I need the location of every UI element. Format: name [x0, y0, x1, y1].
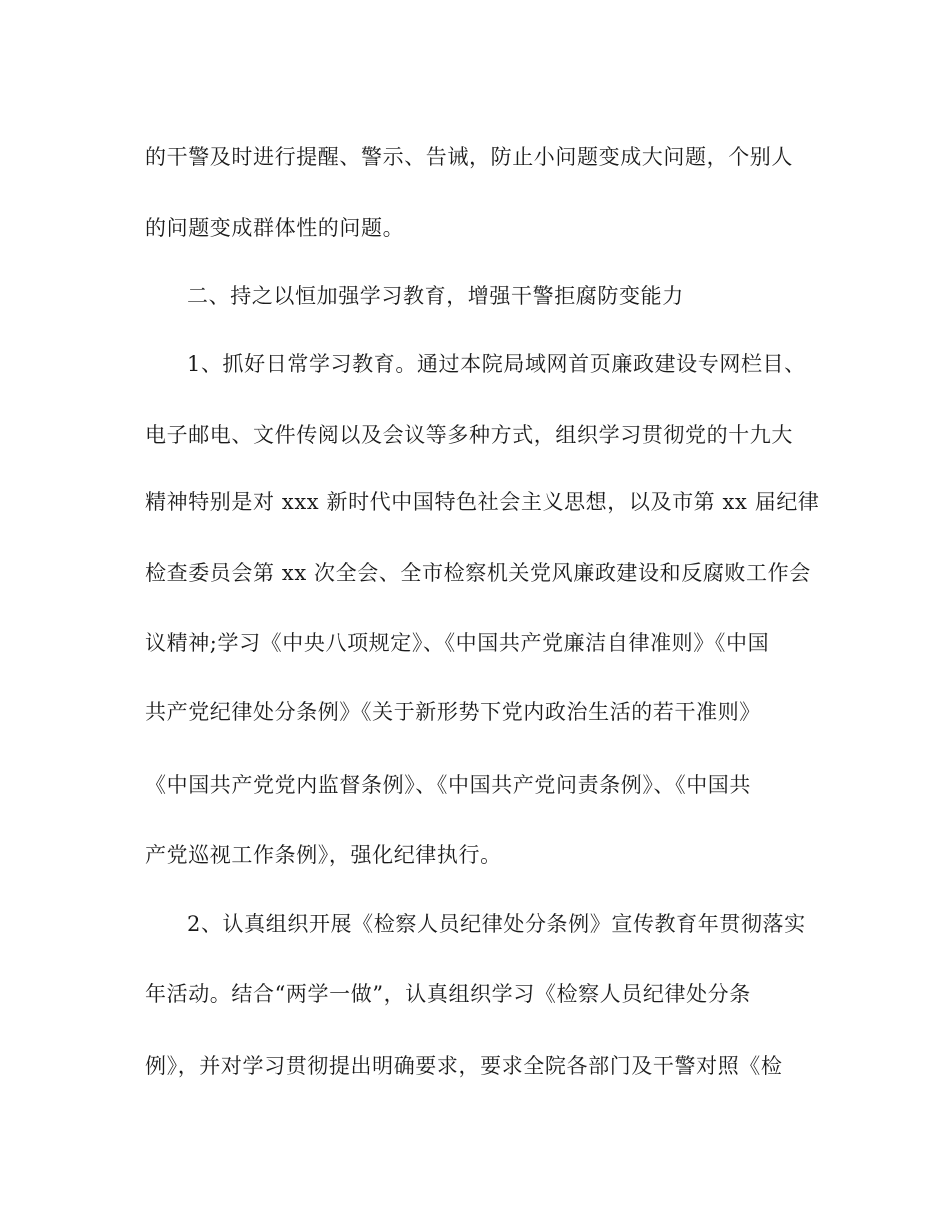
section-heading: 二、持之以恒加强学习教育，增强干警拒腐防变能力 [187, 284, 684, 308]
body-text-line: 2、认真组织开展《检察人员纪律处分条例》宣传教育年贯彻落实 [187, 912, 806, 936]
body-text-line: 年活动。结合“两学一做”，认真组织学习《检察人员纪律处分条 [145, 982, 751, 1006]
body-text-line: 产党巡视工作条例》，强化纪律执行。 [145, 843, 502, 867]
body-text-line: 精神特别是对 xxx 新时代中国特色社会主义思想，以及市第 xx 届纪律 [145, 490, 820, 514]
body-text-line: 检查委员会第 xx 次全会、全市检察机关党风廉政建设和反腐败工作会 [145, 561, 811, 585]
body-text-line: 电子邮电、文件传阅以及会议等多种方式，组织学习贯彻党的十九大 [145, 423, 793, 447]
body-text-line: 《中国共产党党内监督条例》、《中国共产党问责条例》、《中国共 [145, 773, 751, 797]
body-text-line: 例》，并对学习贯彻提出明确要求，要求全院各部门及干警对照《检 [145, 1054, 783, 1078]
body-text-line: 议精神;学习《中央八项规定》、《中国共产党廉洁自律准则》《中国 [145, 631, 770, 655]
body-text-line: 1、抓好日常学习教育。通过本院局域网首页廉政建设专网栏目、 [187, 352, 806, 376]
body-text-line: 的问题变成群体性的问题。 [145, 216, 405, 240]
body-text-line: 的干警及时进行提醒、警示、告诫，防止小问题变成大问题，个别人 [145, 145, 793, 169]
body-text-line: 共产党纪律处分条例》《关于新形势下党内政治生活的若干准则》 [145, 700, 761, 724]
